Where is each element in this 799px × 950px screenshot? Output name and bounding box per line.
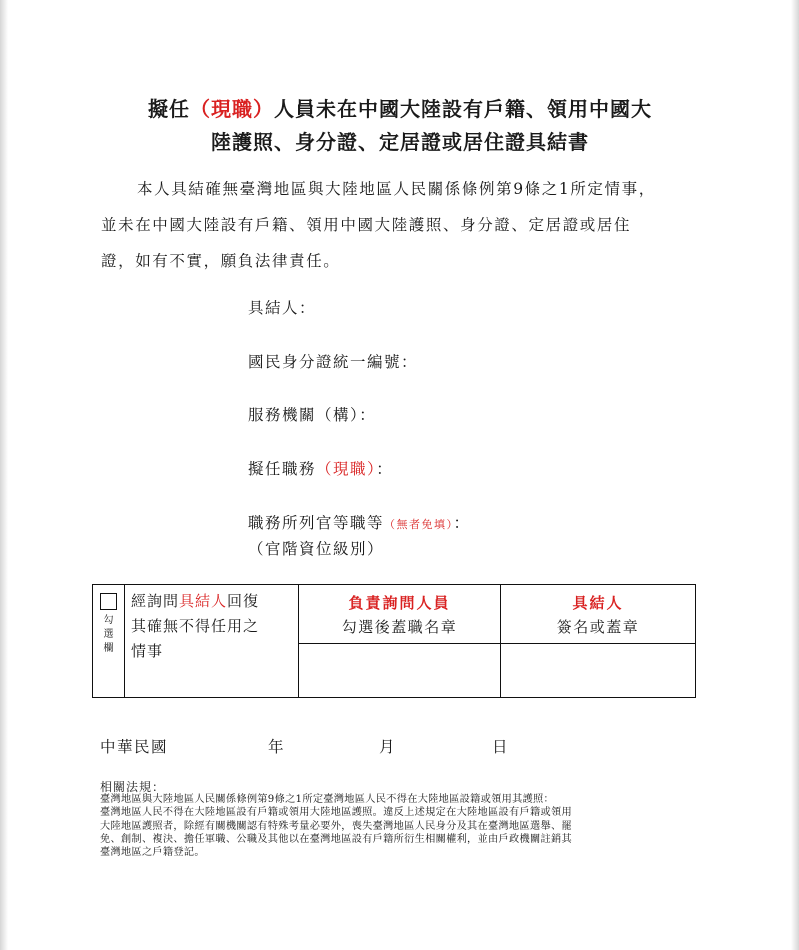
law-line: 免、創制、複決、擔任軍職、公職及其他以在臺灣地區設有戶籍所衍生相關權利，並由戶政機關註銷其 (100, 833, 572, 845)
date-year[interactable]: 年 (268, 738, 286, 756)
interviewer-stamp-cell[interactable] (299, 644, 501, 698)
date-day[interactable]: 日 (492, 738, 510, 756)
interviewer-header-sub: 勾選後蓋職名章 (341, 618, 458, 636)
title-suffix: 人員未在中國大陸設有戶籍、領用中國大 (274, 97, 652, 121)
agency-field[interactable]: 服務機關（構）： (248, 406, 377, 424)
position-highlight: （現職） (316, 460, 377, 478)
date-month[interactable]: 月 (379, 738, 397, 756)
check-column (93, 585, 125, 698)
page-edge-shadow-right (791, 0, 799, 950)
id-number-field[interactable]: 國民身分證統一編號： (248, 353, 419, 371)
position-label: 擬任職務 (248, 460, 317, 478)
related-laws-text (100, 793, 700, 859)
check-column-label: 勾 選 欄 (103, 615, 114, 654)
declarant-header-title: 具結人 (572, 594, 624, 612)
declaration-line-2: 並未在中國大陸設有戶籍、領用中國大陸護照、身分證、定居證或居住 (101, 216, 632, 234)
declarant-header-sub: 簽名或蓋章 (556, 618, 640, 636)
rank-field-line-2: （官階資位級別） (248, 540, 385, 558)
rank-field[interactable] (248, 511, 471, 533)
title-highlight: （現職） (190, 97, 274, 121)
document-title-line-2: 陸護照、身分證、定居證或居住證具結書 (211, 130, 589, 154)
date-era: 中華民國 (100, 738, 169, 756)
law-line: 大陸地區護照者，除經有關機關認有特殊考量必要外，喪失臺灣地區人民身分及其在臺灣地區選舉、罷 (100, 820, 572, 832)
interviewer-header-title: 負責詢問人員 (348, 594, 451, 612)
statement-highlight: 具結人 (179, 592, 228, 610)
declaration-line-1: 本人具結確無臺灣地區與大陸地區人民關係條例第9條之1所定情事， (137, 180, 656, 198)
related-laws-title: 相關法規： (100, 780, 166, 794)
declarant-signature-cell[interactable] (501, 644, 696, 698)
law-line: 臺灣地區人民不得在大陸地區設有戶籍或領用大陸地區護照。違反上述規定在大陸地區設有戶籍或領用 (100, 807, 572, 819)
rank-label: 職務所列官等職等 (248, 514, 385, 532)
declarant-field[interactable]: 具結人： (248, 299, 317, 317)
position-field[interactable] (248, 457, 393, 479)
verification-statement: 經詢問具結人回復 其確無不得任用之 情事 (125, 585, 299, 698)
position-colon: ： (376, 460, 394, 478)
title-prefix: 擬任 (148, 97, 190, 121)
page-edge-shadow-left (0, 0, 8, 950)
rank-colon: ： (453, 514, 471, 532)
law-line: 臺灣地區之戶籍登記。 (100, 847, 205, 859)
rank-note: （無者免填） (384, 518, 454, 531)
declarant-header (501, 585, 696, 644)
verification-table (92, 584, 696, 698)
verification-checkbox[interactable] (100, 593, 117, 610)
document-title-line-1 (60, 93, 740, 125)
declaration-line-3: 證，如有不實，願負法律責任。 (101, 252, 341, 270)
law-line: 臺灣地區與大陸地區人民關係條例第9條之1所定臺灣地區人民不得在大陸地區設籍或領用其護照： (100, 794, 555, 805)
interviewer-header (299, 585, 501, 644)
